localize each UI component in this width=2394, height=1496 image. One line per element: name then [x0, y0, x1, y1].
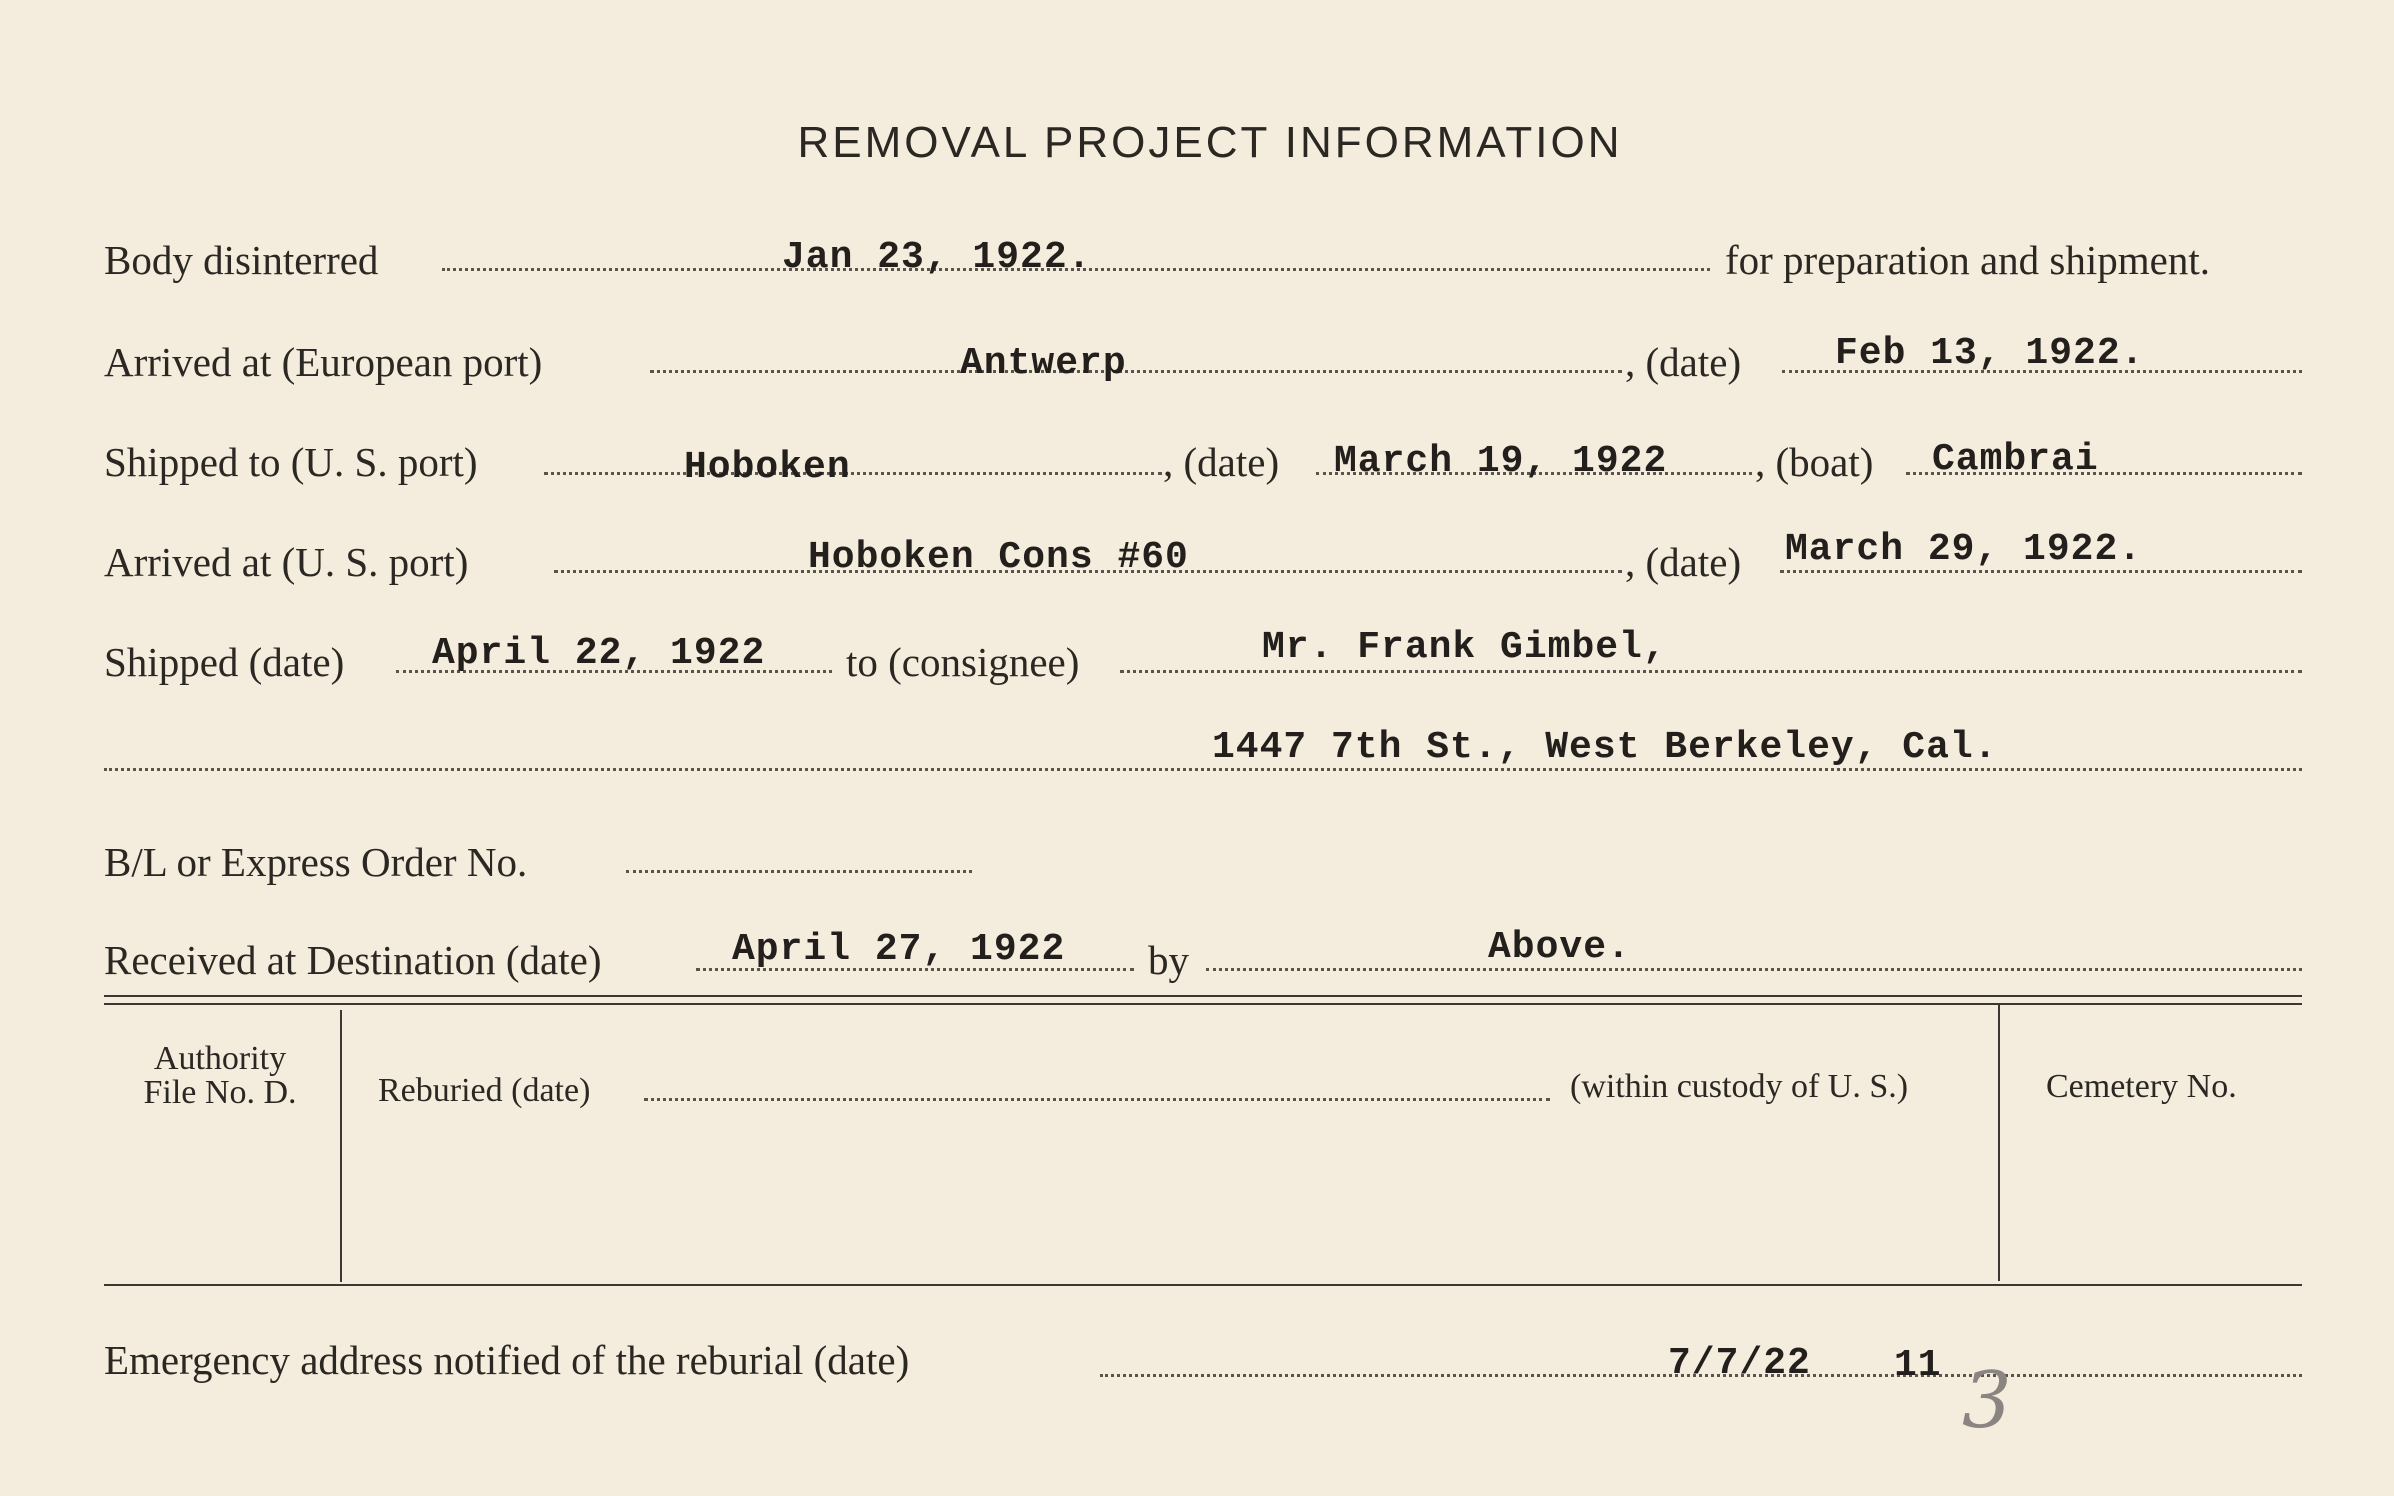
table-top-rule-1: [104, 995, 2302, 997]
boat-value: Cambrai: [1932, 438, 2099, 481]
us-port-arrived-label: Arrived at (U. S. port): [104, 539, 469, 585]
body-disinterred-label: Body disinterred: [104, 237, 379, 283]
consignee-line: [1120, 670, 2302, 673]
table-divider-right: [1998, 1005, 2000, 1281]
consignee-value: Mr. Frank Gimbel,: [1262, 626, 1667, 669]
us-port-shipped-date-label: , (date): [1163, 439, 1280, 485]
table-bottom-rule: [104, 1284, 2302, 1286]
us-port-arrived-date-label: , (date): [1625, 539, 1742, 585]
received-destination-value: April 27, 1922: [732, 928, 1066, 971]
shipped-date-label: Shipped (date): [104, 639, 345, 685]
cemetery-label: Cemetery No.: [2046, 1068, 2237, 1105]
received-by-label: by: [1148, 937, 1189, 983]
european-date-label: , (date): [1625, 339, 1742, 385]
received-by-value: Above.: [1488, 926, 1631, 969]
table-top-rule-2: [104, 1003, 2302, 1005]
us-port-arrived-date-value: March 29, 1922.: [1785, 528, 2143, 571]
received-destination-label: Received at Destination (date): [104, 937, 602, 983]
page-title: REMOVAL PROJECT INFORMATION: [797, 118, 1623, 167]
us-port-shipped-line: [544, 472, 1162, 475]
reburied-label: Reburied (date): [378, 1072, 591, 1109]
european-date-value: Feb 13, 1922.: [1835, 332, 2145, 375]
european-port-label: Arrived at (European port): [104, 339, 543, 385]
emergency-address-label: Emergency address notified of the reburial (date): [104, 1337, 910, 1383]
handwritten-note: 3: [1962, 1356, 2012, 1446]
table-divider-left: [340, 1010, 342, 1282]
us-port-arrived-value: Hoboken Cons #60: [808, 536, 1189, 579]
european-port-line: [650, 370, 1622, 373]
us-port-shipped-label: Shipped to (U. S. port): [104, 439, 478, 485]
authority-label: Authority: [153, 1040, 287, 1077]
bl-order-line: [626, 870, 972, 873]
received-by-line: [1206, 968, 2302, 971]
custody-label: (within custody of U. S.): [1570, 1068, 1909, 1105]
bl-order-label: B/L or Express Order No.: [104, 839, 528, 885]
authority-file-label: File No. D.: [143, 1074, 297, 1111]
consignee-address: 1447 7th St., West Berkeley, Cal.: [1212, 726, 1998, 769]
reburied-line: [644, 1098, 1550, 1101]
us-port-shipped-value: Hoboken: [684, 446, 851, 489]
emergency-address-initials: 11: [1894, 1344, 1942, 1387]
emergency-address-date: 7/7/22: [1668, 1342, 1811, 1385]
body-disinterred-suffix: for preparation and shipment.: [1725, 237, 2211, 283]
shipped-date-value: April 22, 1922: [432, 632, 766, 675]
us-port-shipped-date-value: March 19, 1922: [1334, 440, 1668, 483]
consignee-label: to (consignee): [846, 639, 1080, 685]
boat-label: , (boat): [1755, 439, 1874, 485]
european-port-value: Antwerp: [960, 342, 1127, 385]
body-disinterred-value: Jan 23, 1922.: [782, 236, 1092, 279]
